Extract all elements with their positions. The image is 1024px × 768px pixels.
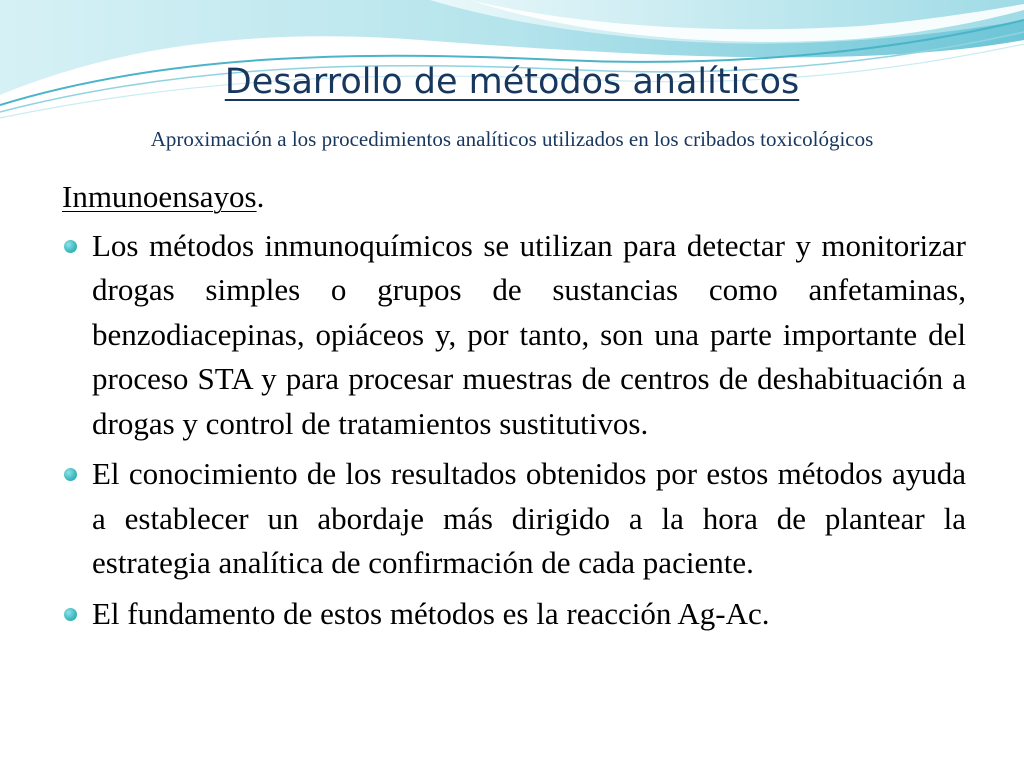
bullet-text: El fundamento de estos métodos es la reacción Ag-Ac. — [92, 595, 770, 631]
bullet-text: Los métodos inmunoquímicos se utilizan para detectar y monitorizar drogas simples o grupos de sustancias como anfetaminas, benzodiacepinas, opiáceos y, por tanto, son una parte importante del proceso STA y para procesar muestras de centros de deshabituación a drogas y control de tratamientos sustitutivos. — [92, 227, 966, 441]
slide-content — [62, 175, 966, 642]
bullet-text: El conocimiento de los resultados obtenidos por estos métodos ayuda a establecer un abordaje más dirigido a la hora de plantear la estrategia analítica de confirmación de cada paciente. — [92, 456, 966, 580]
section-heading-text: Inmunoensayos — [62, 179, 257, 214]
bullet-list — [62, 224, 966, 637]
list-item — [62, 452, 966, 586]
section-heading-suffix: . — [256, 179, 265, 214]
circle-bullet-icon — [64, 608, 77, 621]
section-heading — [62, 175, 966, 220]
circle-bullet-icon — [64, 240, 77, 253]
circle-bullet-icon — [64, 468, 77, 481]
list-item — [62, 592, 966, 637]
list-item — [62, 224, 966, 447]
slide-title: Desarrollo de métodos analíticos — [224, 62, 800, 102]
slide-subtitle: Aproximación a los procedimientos analíticos utilizados en los cribados toxicológicos — [150, 127, 874, 151]
